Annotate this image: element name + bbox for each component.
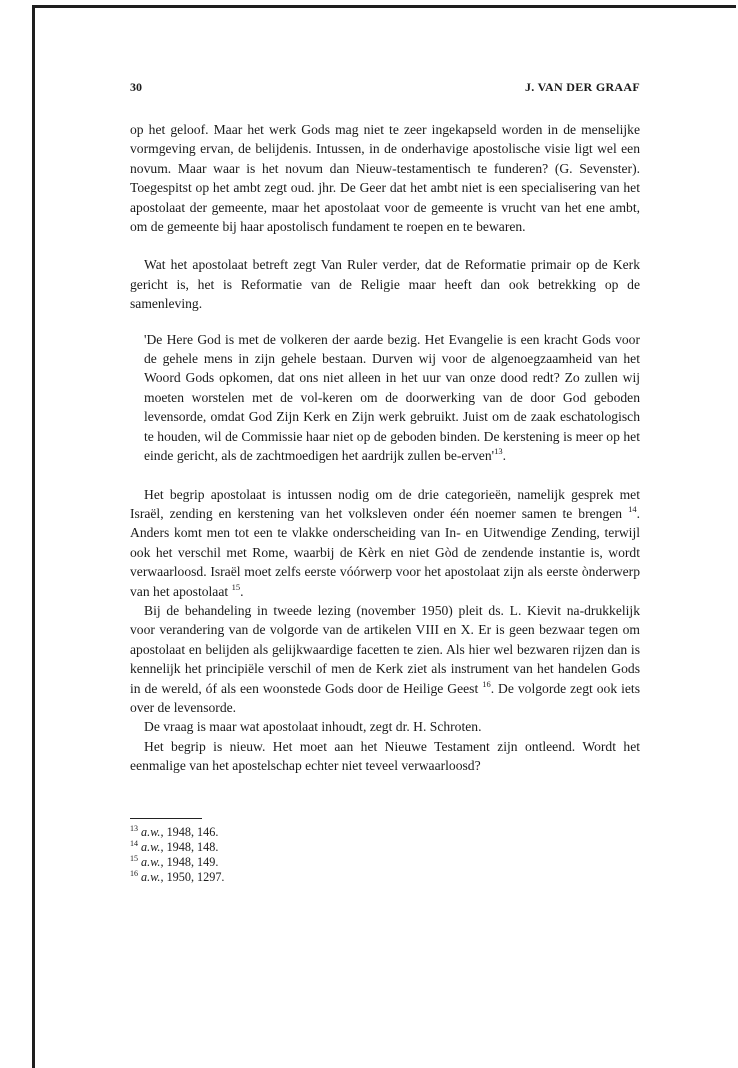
paragraph-4-text-a: Bij de behandeling in tweede lezing (november 1950) pleit ds. L. Kievit na-drukkelijk voor verandering van de volgorde van de artikelen VIII en X. Er is geen bezwaar tegen om apostolaat en belijden als gelijkwaardige facetten te zien. Als hier wel bezwaren rijzen dan is kennelijk het principiële verschil of men de Kerk ziet als instrument van het handelen Gods in de wereld, óf als een woonstede Gods door de Heilige Geest [130, 602, 640, 696]
footnote-text: 1948, 149. [166, 854, 219, 869]
paragraph-5: De vraag is maar wat apostolaat inhoudt, zegt dr. H. Schroten. [144, 719, 482, 735]
footnote-source: a.w., [141, 854, 164, 869]
footnote-source: a.w., [141, 839, 164, 854]
paragraph-4 [130, 601, 640, 717]
footnote-number: 13 [130, 823, 138, 833]
footnote-15 [130, 855, 640, 870]
paragraph-3-text-a: Het begrip apostolaat is intussen nodig om de drie categorieën, namelijk gesprek met Israël, zending en kerstening van het volksleven onder één noemer samen te brengen [130, 486, 640, 521]
footnote-13 [130, 825, 640, 840]
footnote-text: 1950, 1297. [166, 869, 225, 884]
footnote-16 [130, 870, 640, 885]
footnote-ref-13: 13 [494, 446, 503, 457]
footnotes [130, 825, 640, 885]
footnote-text: 1948, 146. [166, 824, 219, 839]
running-header [130, 78, 640, 98]
footnote-ref-15: 15 [231, 581, 241, 592]
paragraph-4-text-b: . De volgorde zegt ook iets over de levensorde. [130, 680, 640, 715]
footnote-text: 1948, 148. [166, 839, 219, 854]
paragraph-3-text-b: . Anders komt men tot een te vlakke onderscheiding van In- en Uitwendige Zending, terwijl ook het verschil met Rome, waarbij de Kèrk en niet Gòd de zendende instantie is, wordt verwaarloosd. Israël moet zelfs eerste vóórwerp voor het apostolaat zijn als eerste ònderwerp van het apostolaat [130, 505, 640, 599]
footnote-number: 15 [130, 853, 138, 863]
footnote-number: 16 [130, 868, 138, 878]
footnote-14 [130, 840, 640, 855]
footnote-ref-14: 14 [628, 503, 637, 514]
footnote-ref-16: 16 [482, 678, 491, 689]
footnote-source: a.w., [141, 869, 164, 884]
running-title: J. VAN DER GRAAF [524, 80, 640, 94]
scan-left-edge [32, 5, 35, 1068]
paragraph-3: Het begrip apostolaat is intussen nodig om de drie categorieën, namelijk gesprek met Israël, zending en kerstening van het volksleven onder één noemer samen te brengen $^{14}$. Anders komt men tot een te vlakke onderscheiding van In- en Uitwendige Zending, terwijl ook het verschil met Rome, waarbij de Kèrk en niet Gòd de zendende instantie is, wordt verwaarloosd. Israël moet zelfs eerste vóórwerp voor het apostolaat zijn als eerste ònderwerp van het apostolaat $^{15}$. [130, 486, 640, 599]
page-content [130, 78, 640, 885]
scan-top-edge [34, 5, 736, 8]
paragraph-2: Wat het apostolaat betreft zegt Van Ruler verder, dat de Reformatie primair op de Kerk gericht is, het is Reformatie van de Religie maar heeft dan ook betrekking op de samenleving. [130, 257, 640, 312]
paragraph-6: Het begrip is nieuw. Het moet aan het Nieuwe Testament zijn ontleend. Wordt het eenmalige van het apostelschap echter niet teveel verwaarloosd? [130, 738, 640, 774]
footnote-source: a.w., [141, 824, 164, 839]
block-quote: 'De Here God is met de volkeren der aarde bezig. Het Evangelie is een kracht Gods voor de gehele mens in zijn gehele bestaan. Durven wij voor de algenoegzaamheid van het Woord Gods opkomen, dat ons niet alleen in het uur van onze dood redt? Zo zullen wij moeten worstelen met de vol-keren om de doorwerking van de door God geboden levensorde, omdat God Zijn Kerk en Zijn werk gebruikt. Juist om de zaak eschatologisch te houden, wil de Commissie haar niet op de geboden binden. De kerstening is meer op het einde gericht, als de zachtmoedigen het aardrijk zullen $be-erven'^{13}$. [144, 331, 640, 464]
paragraph-1: op het geloof. Maar het werk Gods mag niet te zeer ingekapseld worden in de menselijke vormgeving ervan, de belijdenis. Intussen, in de onderhavige apostolische visie ligt wel een novum. Maar waar is het novum dan Nieuw-testamentisch te funderen? (G. Sevenster). Toegespitst op het ambt zegt oud. jhr. De Geer dat het ambt niet is een specialisering van het apostolaat der gemeente, maar het apostolaat voor de gemeente is vrucht van het ene ambt, om de gemeente bij haar apostolisch fundament te roepen en te bewaren. [130, 122, 640, 235]
page-number: 30 [130, 80, 142, 94]
footnote-number: 14 [130, 838, 138, 848]
footnote-divider [130, 818, 202, 819]
block-quote-text: 'De Here God is met de volkeren der aarde bezig. Het Evangelie is een kracht Gods voor de gehele mens in zijn gehele bestaan. Durven wij voor de algenoegzaamheid van het Woord Gods opkomen, dat ons niet alleen in het uur van onze dood redt? Zo zullen wij moeten worstelen met de vol-keren om de doorwerking van de door God geboden levensorde, omdat God Zijn Kerk en Zijn werk gebruikt. Juist om de zaak eschatologisch te houden, wil de Commissie haar niet op de geboden binden. De kerstening is meer op het einde gericht, als de zachtmoedigen het aardrijk zullen be-erven' [144, 331, 640, 464]
